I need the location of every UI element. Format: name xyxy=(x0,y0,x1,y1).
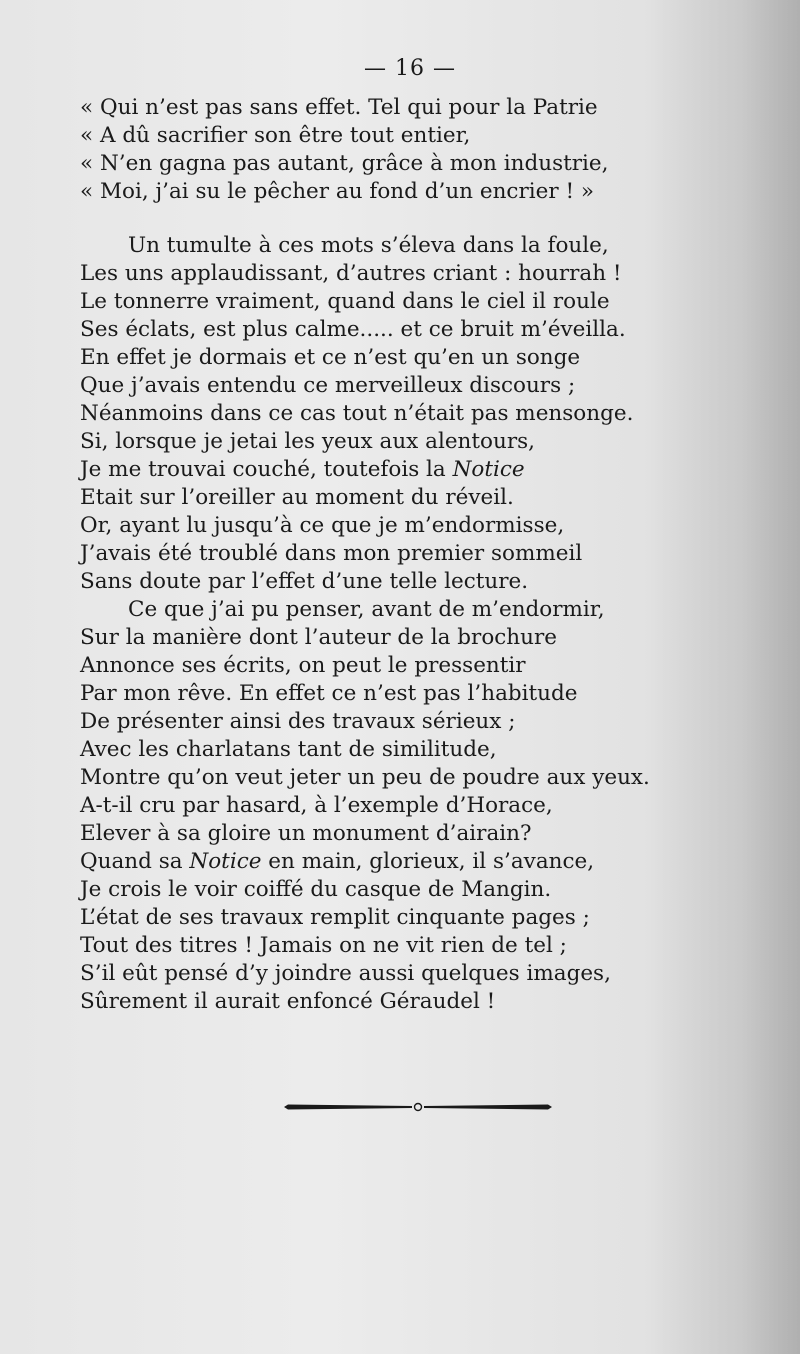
stanza-gap xyxy=(80,206,680,232)
verse-line: Etait sur l’oreiller au moment du réveil. xyxy=(80,485,514,510)
verse-line: A-t-il cru par hasard, à l’exemple d’Horace, xyxy=(80,793,553,818)
verse-line: Sûrement il aurait enfoncé Géraudel ! xyxy=(80,989,496,1014)
poem-text xyxy=(80,94,680,1016)
verse-line: Les uns applaudissant, d’autres criant : hourrah ! xyxy=(80,261,622,286)
verse-line: « A dû sacrifier son être tout entier, xyxy=(80,123,471,148)
verse-line: « Moi, j’ai su le pêcher au fond d’un encrier ! » xyxy=(80,179,595,204)
italic-title: Notice xyxy=(452,457,525,482)
stanza-two xyxy=(80,232,680,596)
verse-line: En effet je dormais et ce n’est qu’en un songe xyxy=(80,345,581,370)
verse-line: « Qui n’est pas sans effet. Tel qui pour la Patrie xyxy=(80,95,598,120)
italic-title: Notice xyxy=(189,849,262,874)
verse-line: Avec les charlatans tant de similitude, xyxy=(80,737,497,762)
verse-line: Un tumulte à ces mots s’éleva dans la foule, xyxy=(128,233,609,258)
verse-line: « N’en gagna pas autant, grâce à mon industrie, xyxy=(80,151,609,176)
verse-line: J’avais été troublé dans mon premier sommeil xyxy=(80,541,583,566)
verse-line: Si, lorsque je jetai les yeux aux alentours, xyxy=(80,429,535,454)
stanza-three xyxy=(80,596,680,1016)
verse-line: Je crois le voir coiffé du casque de Mangin. xyxy=(80,877,552,902)
verse-line: Or, ayant lu jusqu’à ce que je m’endormisse, xyxy=(80,513,565,538)
verse-line: Le tonnerre vraiment, quand dans le ciel il roule xyxy=(80,289,610,314)
verse-line: S’il eût pensé d’y joindre aussi quelques images, xyxy=(80,961,611,986)
verse-line: Montre qu’on veut jeter un peu de poudre aux yeux. xyxy=(80,765,650,790)
verse-line: Sur la manière dont l’auteur de la brochure xyxy=(80,625,557,650)
verse-line: Que j’avais entendu ce merveilleux discours ; xyxy=(80,373,576,398)
verse-line: Néanmoins dans ce cas tout n’était pas mensonge. xyxy=(80,401,634,426)
divider-ornament xyxy=(284,1101,552,1113)
verse-line: Ce que j’ai pu penser, avant de m’endormir, xyxy=(128,597,605,622)
verse-line: De présenter ainsi des travaux sérieux ; xyxy=(80,709,516,734)
verse-line: Quand sa Notice en main, glorieux, il s’avance, xyxy=(80,849,595,874)
verse-line: Sans doute par l’effet d’une telle lecture. xyxy=(80,569,529,594)
verse-line: Annonce ses écrits, on peut le pressentir xyxy=(80,653,526,678)
verse-line: Tout des titres ! Jamais on ne vit rien de tel ; xyxy=(80,933,567,958)
verse-line: Je me trouvai couché, toutefois la Notice xyxy=(80,457,525,482)
verse-line: Elever à sa gloire un monument d’airain? xyxy=(80,821,532,846)
page-number: — 16 — xyxy=(364,56,456,81)
verse-line: L’état de ses travaux remplit cinquante pages ; xyxy=(80,905,590,930)
verse-line: Par mon rêve. En effet ce n’est pas l’habitude xyxy=(80,681,578,706)
verse-line: Ses éclats, est plus calme..... et ce bruit m’éveilla. xyxy=(80,317,626,342)
stanza-one xyxy=(80,94,680,206)
